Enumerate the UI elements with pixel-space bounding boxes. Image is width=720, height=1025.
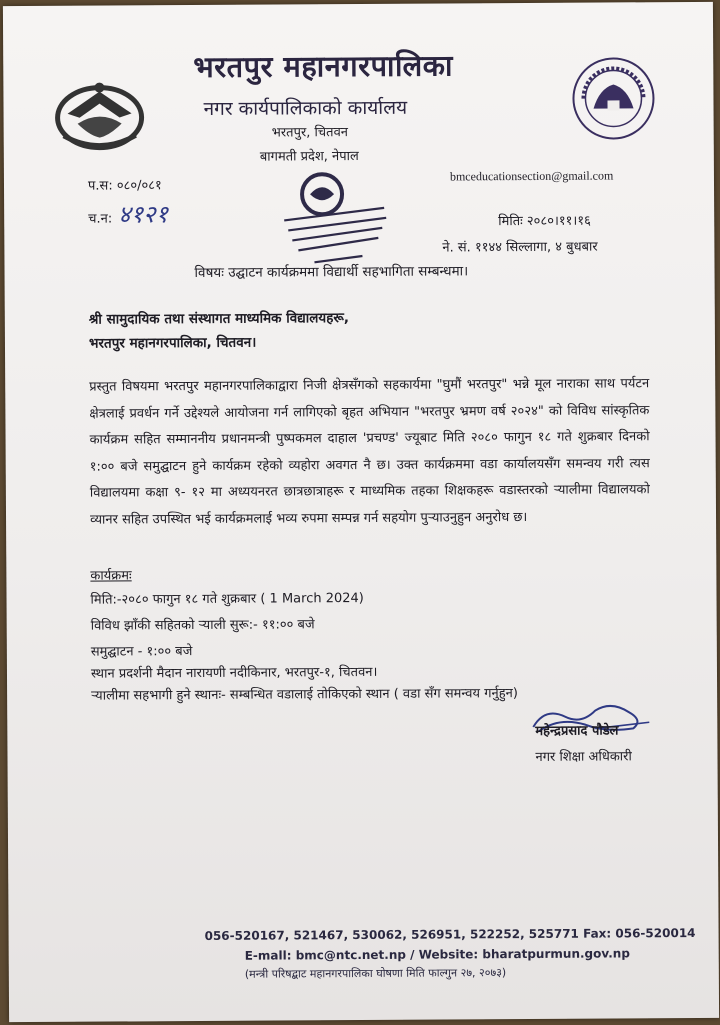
opening-time: समुद्घाटन - १:०० बजे (90, 644, 193, 660)
subject-line: विषयः उद्घाटन कार्यक्रममा विद्यार्थी सहभागिता सम्बन्धमा। (194, 263, 469, 282)
letter-body: प्रस्तुत विषयमा भरतपुर महानगरपालिकाद्वारा निजी क्षेत्रसँगको सहकार्यमा "घुमौं भरतपुर" भन्ने मूल नाराका साथ पर्यटन क्षेत्रलाई प्रवर्धन गर्ने उद्देश्यले आयोजना गर्न लागिएको बृहत अभियान "भरतपुर भ्रमण वर्ष २०२४" को विविध सांस्कृतिक कार्यक्रम सहित सम्माननीय प्रधानमन्त्री पुष्पकमल दाहाल 'प्रचण्ड' ज्यूबाट मिति २०८० फागुन १८ गते शुक्रबार दिनको १:०० बजे समुद्घाटन हुने कार्यक्रम रहेको व्यहोरा अवगत नै छ। उक्त कार्यक्रममा वडा कार्यालयसँग समन्वय गरी त्यस विद्यालयमा कक्षा ९- १२ मा अध्ययनरत छात्रछात्राहरू र माध्यमिक तहका शिक्षकहरू वडास्तरको र्‍यालीमा विद्यालयको व्यानर सहित उपस्थित भई कार्यक्रमलाई भव्य रुपमा सम्पन्न गर्न सहयोग पुर्‍याउनुहुन अनुरोध छ। (89, 376, 650, 528)
program-heading: कार्यक्रमः (90, 568, 132, 584)
patra-sankhya: प.स: ०८०/०८१ (87, 178, 162, 194)
rally-start: विविध झाँकी सहितको र्‍याली सुरू:- ११:०० बजे (90, 617, 315, 634)
bharatpur-metropolitan-seal-icon (569, 54, 658, 143)
letter-page (3, 2, 719, 1022)
footer-note: (मन्त्री परिषद्बाट महानगरपालिका घोषणा मिति फाल्गुन २७, २०७३) (244, 966, 507, 981)
signatory-name: महेन्द्रप्रसाद पौडेल (535, 723, 619, 739)
recipient-line-1: श्री सामुदायिक तथा संस्थागत माध्यमिक विद्यालयहरू, (88, 310, 350, 328)
province-line: बागमती प्रदेश, नेपाल (259, 149, 359, 165)
nepal-sambat-date: ने. सं. ११४४ सिल्लागा, ४ बुधबार (442, 239, 598, 256)
date-line: मितिः २०८०।११।१६ (498, 213, 591, 230)
chalani-label: च.न: (88, 211, 113, 227)
city-line: भरतपुर, चितवन (271, 125, 349, 141)
chalani-number (88, 197, 168, 230)
program-date: मिति:-२०८० फागुन १८ गते शुक्रबार ( 1 March 2024) (90, 590, 364, 608)
venue: स्थान प्रदर्शनी मैदान नारायणी नदीकिनार, भरतपुर-१, चितवन। (90, 664, 378, 682)
footer-phones: 056-520167, 521467, 530062, 526951, 522252, 525771 Fax: 056-520014 (204, 925, 696, 943)
chalani-value: ४१२१ (118, 200, 169, 229)
rally-place: र्‍यालीमा सहभागी हुने स्थानः- सम्बन्धित वडालाई तोकिएको स्थान ( वडा सँग समन्वय गर्नुहुन) (91, 686, 518, 704)
org-name: भरतपुर महानगरपालिका (193, 48, 454, 85)
recipient-line-2: भरतपुर महानगरपालिका, चितवन। (88, 334, 257, 352)
signatory-title: नगर शिक्षा अधिकारी (535, 749, 632, 765)
office-stamp-icon (274, 170, 395, 271)
office-name: नगर कार्यपालिकाको कार्यालय (203, 96, 408, 120)
nepal-emblem-icon (49, 73, 149, 154)
email-address: bmceducationsection@gmail.com (449, 168, 614, 184)
footer-contact: E-mall: bmc@ntc.net.np / Website: bharatpurmun.gov.np (244, 946, 630, 963)
